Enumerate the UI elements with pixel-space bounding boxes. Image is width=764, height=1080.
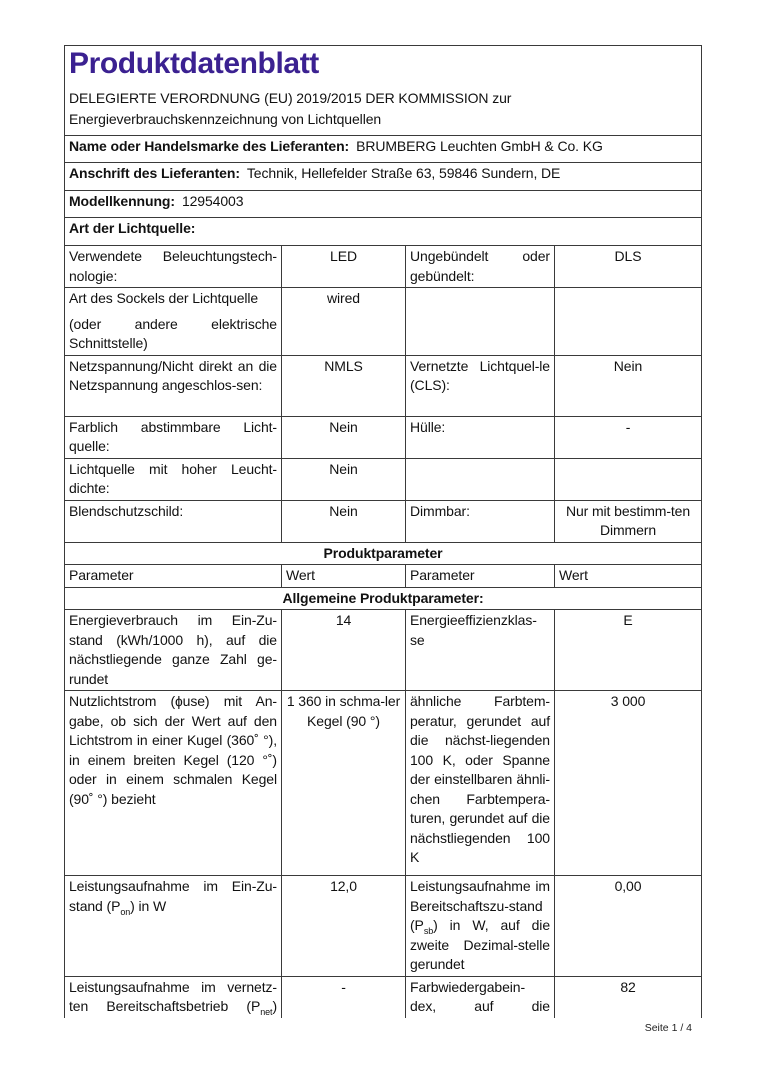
subsection-title: Allgemeine Produktparameter:: [65, 587, 702, 610]
param-label: Nutzlichtstrom (ɸuse) mit An-gabe, ob sich der Wert auf den Lichtstrom in einer Kugel (360˚ °), in einem breiten Kegel (120 °˚) oder in einem schmalen Kegel (90˚ °) bezieht: [65, 691, 282, 876]
param-value: Nein: [282, 458, 406, 500]
param-label-line: Art des Sockels der Lichtquelle: [69, 290, 259, 306]
section-title: Produktparameter: [65, 542, 702, 565]
param-value: 0,00: [555, 876, 702, 977]
param-value: -: [282, 976, 406, 1018]
param-value: [555, 288, 702, 356]
param-label: Farblich abstimmbare Licht-quelle:: [65, 416, 282, 458]
supplier-address-label: Anschrift des Lieferanten:: [69, 165, 240, 181]
param-label: ähnliche Farbtem-peratur, gerundet auf die nächst-liegenden 100 K, oder Spanne der einstellbaren ähnli-chen Farbtempera-turen, gerundet auf die nächstliegenden 100 K: [406, 691, 555, 876]
light-source-type-row: [65, 218, 702, 246]
param-value: Nein: [282, 500, 406, 542]
document-page: [64, 45, 701, 1034]
param-label: Leistungsaufnahme im Bereitschaftszu-stand $(P_{sb})$ in W, auf die zweite Dezimal-stelle gerundet: [406, 876, 555, 977]
param-label: Verwendete Beleuchtungstech-nologie:: [65, 246, 282, 288]
param-label: Netzspannung/Nicht direkt an die Netzspannung angeschlos-sen:: [65, 355, 282, 416]
regulation-subtitle: DELEGIERTE VERORDNUNG (EU) 2019/2015 DER KOMMISSION zur Energieverbrauchskennzeichnung von Lichtquellen: [69, 90, 512, 127]
supplier-address-value: Technik, Hellefelder Straße 63, 59846 Sundern, DE: [246, 165, 561, 181]
document-title: Produktdatenblatt: [69, 47, 319, 80]
param-label: Ungebündelt oder gebündelt:: [406, 246, 555, 288]
param-value: 12,0: [282, 876, 406, 977]
supplier-address-row: [65, 163, 702, 191]
param-label: Leistungsaufnahme im Ein-Zu-stand $(P_{on})$ in W: [65, 876, 282, 977]
table-row: [65, 355, 702, 416]
param-value: E: [555, 610, 702, 691]
model-id-row: [65, 191, 702, 218]
datasheet-table: [64, 45, 702, 1018]
param-label: Dimmbar:: [406, 500, 555, 542]
table-row: [65, 876, 702, 977]
table-row: [65, 500, 702, 542]
table-row: [65, 288, 702, 356]
page-number: Seite 1 / 4: [644, 1021, 692, 1034]
supplier-name-row: [65, 136, 702, 163]
param-value: -: [555, 416, 702, 458]
column-header: Parameter: [406, 565, 555, 588]
param-value: Nein: [282, 416, 406, 458]
param-value: 1 360 in schma-ler Kegel (90 °): [282, 691, 406, 876]
table-row: [65, 246, 702, 288]
param-label-line: (oder andere elektrische Schnittstelle): [69, 315, 277, 351]
param-label: [406, 458, 555, 500]
section-title-row: [65, 542, 702, 565]
param-value: 14: [282, 610, 406, 691]
table-row: [65, 691, 702, 876]
param-value: NMLS: [282, 355, 406, 416]
param-value: LED: [282, 246, 406, 288]
param-label: Hülle:: [406, 416, 555, 458]
table-row: [65, 458, 702, 500]
subsection-title-row: [65, 587, 702, 610]
column-header-row: [65, 565, 702, 588]
light-source-type-label: Art der Lichtquelle:: [69, 220, 196, 236]
param-value: Nur mit bestimm-ten Dimmern: [555, 500, 702, 542]
param-label: [65, 288, 282, 356]
supplier-name-label: Name oder Handelsmarke des Lieferanten:: [69, 138, 350, 154]
param-label: Energieverbrauch im Ein-Zu-stand (kWh/1000 h), auf die nächstliegende ganze Zahl ge-rundet: [65, 610, 282, 691]
model-id-label: Modellkennung:: [69, 193, 175, 209]
column-header: Wert: [282, 565, 406, 588]
param-value: wired: [282, 288, 406, 356]
param-value: DLS: [555, 246, 702, 288]
table-row: [65, 610, 702, 691]
param-value: 82: [555, 976, 702, 1018]
supplier-name-value: BRUMBERG Leuchten GmbH & Co. KG: [356, 138, 603, 154]
param-label: Vernetzte Lichtquel-le (CLS):: [406, 355, 555, 416]
param-label: [406, 288, 555, 356]
title-row: [65, 46, 702, 136]
param-value: 3 000: [555, 691, 702, 876]
param-value: Nein: [555, 355, 702, 416]
column-header: Wert: [555, 565, 702, 588]
column-header: Parameter: [65, 565, 282, 588]
param-value: [555, 458, 702, 500]
param-label: Leistungsaufnahme im vernetz-ten Bereitschaftsbetrieb $(P_{net})$: [65, 976, 282, 1018]
param-label: Farbwiedergabein-dex, auf die: [406, 976, 555, 1018]
model-id-value: 12954003: [181, 193, 244, 209]
table-row: [65, 416, 702, 458]
param-label: Energieeffizienzklas-se: [406, 610, 555, 691]
param-label: Lichtquelle mit hoher Leucht-dichte:: [65, 458, 282, 500]
param-label: Blendschutzschild:: [65, 500, 282, 542]
table-row-clipped: [65, 976, 702, 1018]
